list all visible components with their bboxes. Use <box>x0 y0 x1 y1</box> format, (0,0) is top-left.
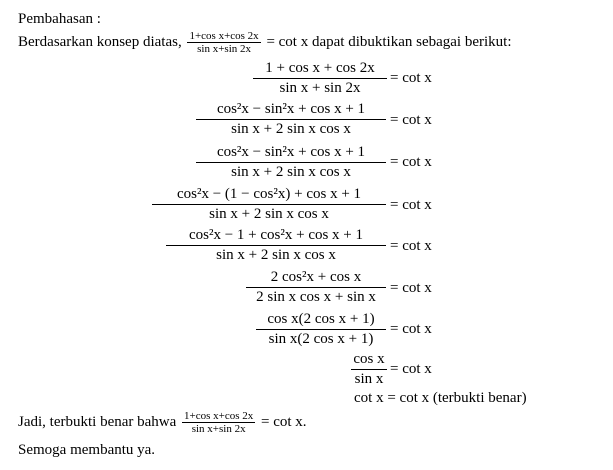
intro-tail: = cot x dapat dibuktikan sebagai berikut: <box>266 33 512 50</box>
conclusion-frac-den: sin x+sin 2x <box>182 422 255 435</box>
step-3-fraction <box>196 143 386 182</box>
step-numerator: cos²x − sin²x + cos x + 1 <box>216 101 366 117</box>
step-7-fraction <box>256 310 386 349</box>
intro-fraction <box>187 30 260 55</box>
step-2-fraction <box>196 100 386 139</box>
step-rhs: = cot x <box>390 238 432 254</box>
step-6-fraction <box>246 268 386 307</box>
step-numerator: cos²x − (1 − cos²x) + cos x + 1 <box>176 186 362 202</box>
step-rhs: = cot x <box>390 70 432 86</box>
conclusion-text: Jadi, terbukti benar bahwa <box>18 413 177 430</box>
step-denominator: sin x + 2 sin x cos x <box>152 204 386 224</box>
step-denominator: 2 sin x cos x + sin x <box>246 287 386 307</box>
step-denominator: sin x + sin 2x <box>253 78 387 98</box>
step-rhs: = cot x <box>390 154 432 170</box>
intro-text: Berdasarkan konsep diatas, <box>18 33 182 50</box>
step-rhs: = cot x <box>390 280 432 296</box>
step-denominator: sin x <box>351 369 387 389</box>
conclusion-frac-num: 1+cos x+cos 2x <box>184 410 254 422</box>
step-numerator: 2 cos²x + cos x <box>270 269 362 285</box>
step-denominator: sin x + 2 sin x cos x <box>196 162 386 182</box>
closing-line: Semoga membantu ya. <box>18 442 156 458</box>
step-numerator: 1 + cos x + cos 2x <box>265 60 375 76</box>
final-line: cot x = cot x (terbukti benar) <box>354 390 527 406</box>
step-1-fraction <box>253 59 387 98</box>
step-8-fraction <box>351 350 387 389</box>
step-denominator: sin x + 2 sin x cos x <box>196 119 386 139</box>
step-numerator: cos²x − 1 + cos²x + cos x + 1 <box>188 227 364 243</box>
conclusion-tail: = cot x. <box>261 413 307 430</box>
step-4-fraction <box>152 185 386 224</box>
step-denominator: sin x(2 cos x + 1) <box>256 329 386 349</box>
intro-frac-num: 1+cos x+cos 2x <box>189 30 259 42</box>
step-rhs: = cot x <box>390 197 432 213</box>
intro-line <box>18 30 512 55</box>
step-denominator: sin x + 2 sin x cos x <box>166 245 386 265</box>
conclusion-fraction <box>182 410 255 435</box>
step-5-fraction <box>166 226 386 265</box>
intro-frac-den: sin x+sin 2x <box>187 42 260 55</box>
step-numerator: cos x <box>353 351 385 367</box>
step-rhs: = cot x <box>390 112 432 128</box>
step-rhs: = cot x <box>390 361 432 377</box>
conclusion-line <box>18 410 307 435</box>
step-numerator: cos x(2 cos x + 1) <box>267 311 375 327</box>
step-rhs: = cot x <box>390 321 432 337</box>
step-numerator: cos²x − sin²x + cos x + 1 <box>216 144 366 160</box>
heading: Pembahasan : <box>18 11 101 27</box>
